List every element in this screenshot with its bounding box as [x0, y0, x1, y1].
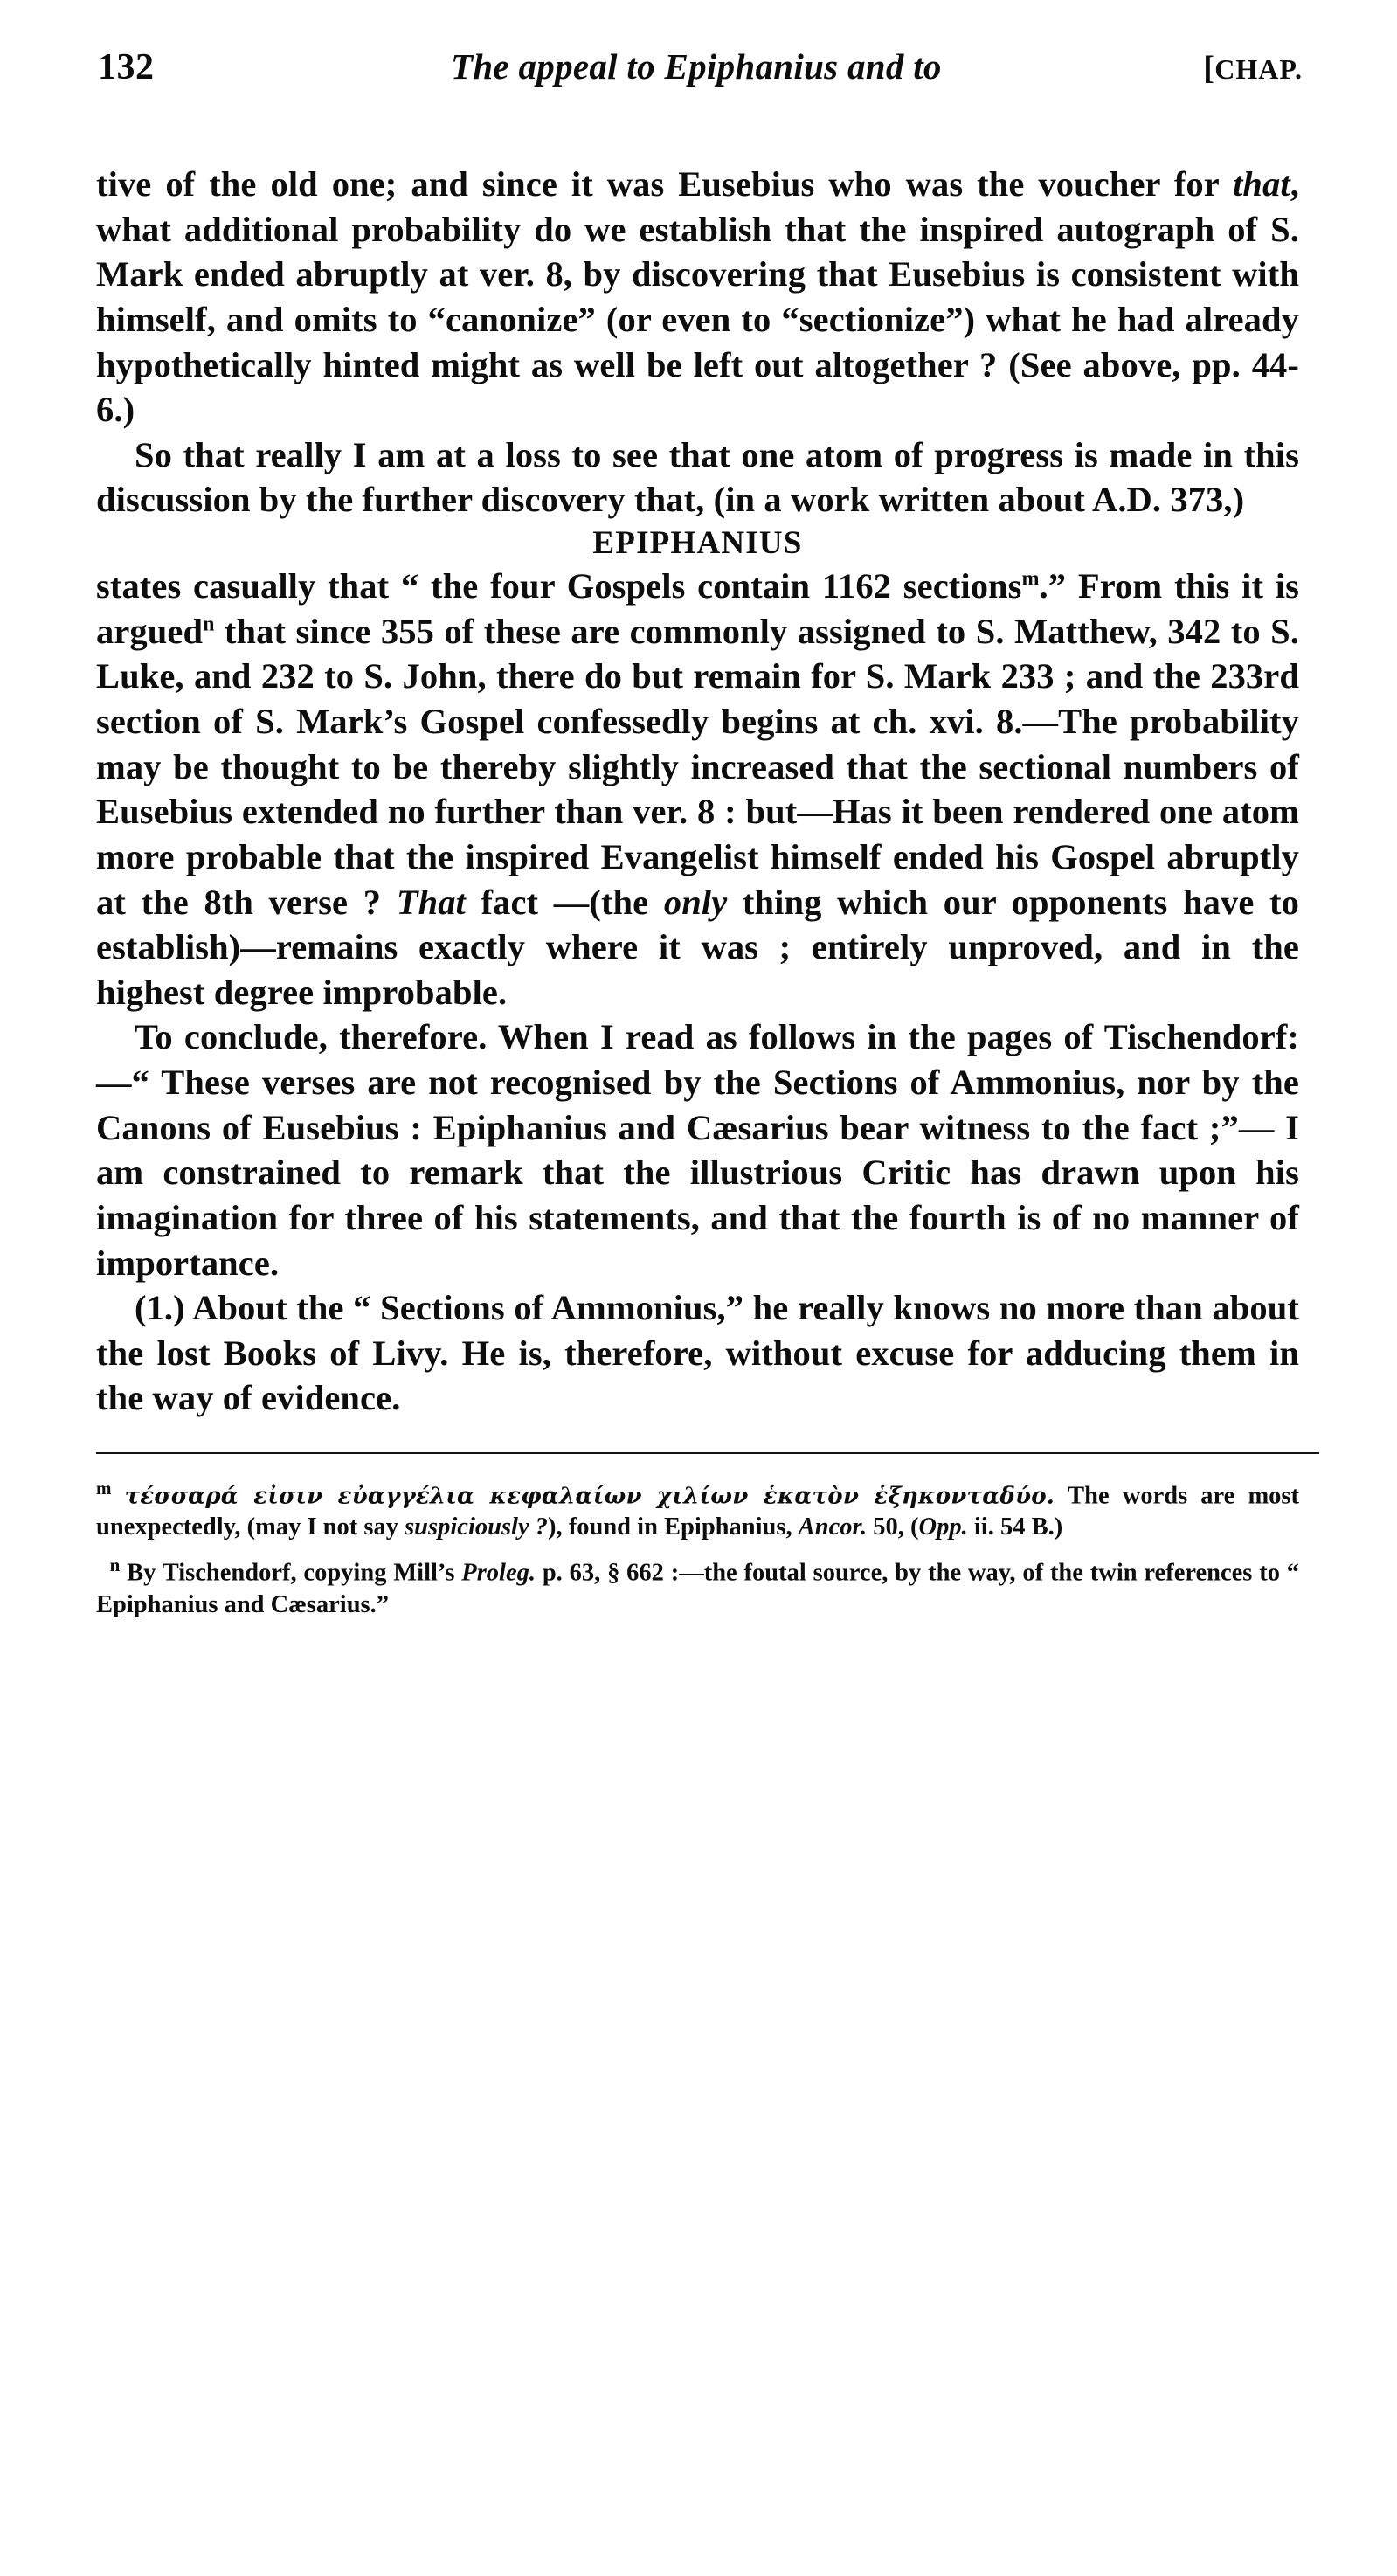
footnote-marker-n: n: [109, 1555, 121, 1576]
body-text: [96, 162, 1299, 1421]
footnote-n: [96, 1554, 1299, 1620]
p3-emphasis-only: only: [663, 882, 728, 922]
p1-part-a: tive of the old one; and since it was Eusebius who was the voucher for: [96, 164, 1234, 204]
footnote-m-italic-a: suspiciously ?: [405, 1513, 548, 1541]
footnote-m-text-a: The words are most unexpectedly, (may I not say: [96, 1482, 1300, 1541]
footnote-ref-m[interactable]: m: [1021, 567, 1040, 591]
page-number: 132: [98, 47, 155, 87]
footnote-greek-text: τέσσαρά εἰσιν εὐαγγέλια κεφαλαίων χιλίων ἑκατὸν ἑξηκονταδύο.: [124, 1483, 1055, 1510]
footnote-m: [96, 1477, 1299, 1543]
p3-part-c: that since 355 of these are commonly assigned to S. Matthew, 342 to S. Luke, and 232 to S. John, there do but remain for S. Mark 233 ; and the 233rd section of S. Mark’s Gospel confessedly begins at ch. xvi. 8.—The probability may be thought to be thereby slightly increased that the sectional numbers of Eusebius extended no further than ver. 8 : but—Has it been rendered one atom more probable that the inspired Evangelist himself ended his Gospel abruptly at the 8th verse ?: [96, 611, 1299, 922]
footnote-ref-n[interactable]: n: [203, 613, 215, 636]
paragraph-3: [96, 564, 1299, 1014]
footnotes: [96, 1477, 1299, 1621]
chapter-word: CHAP.: [1214, 53, 1303, 85]
p3-emphasis-that: That: [396, 882, 466, 922]
running-chapter-label: [1203, 49, 1303, 87]
footnote-n-text-b: p. 63, § 662 :—the foutal source, by the way, of the twin references to “ Epiphanius and Cæsarius.”: [96, 1559, 1300, 1618]
p3-part-e: thing which our opponents have to establish)—remains exactly where it was ; entirely unproved, and in the highest degree improbable.: [96, 882, 1299, 1012]
footnote-m-text-c: 50, (: [867, 1513, 919, 1541]
footnote-m-italic-ancor: Ancor.: [798, 1513, 868, 1541]
paragraph-5: (1.) About the “ Sections of Ammonius,” he really knows no more than about the lost Books of Livy. He is, therefore, without excuse for adducing them in the way of evidence.: [96, 1288, 1299, 1418]
footnote-n-text-a: By Tischendorf, copying Mill’s: [127, 1559, 462, 1587]
footnote-m-italic-opp: Opp.: [918, 1513, 968, 1541]
p3-part-a: states casually that “ the four Gospels contain 1162 sections: [96, 566, 1022, 606]
section-heading-epiphanius: EPIPHANIUS: [592, 525, 803, 561]
paragraph-2: So that really I am at a loss to see that one atom of progress is made in this discussion by the further discovery that, (in a work written about A.D. 373,): [96, 434, 1299, 520]
p1-part-b: , what additional probability do we establish that the inspired autograph of S. Mark ended abruptly at ver. 8, by discovering that Eusebius is consistent with himself, and omits to “canonize” (or even to “sectionize”) what he had already hypothetically hinted might as well be left out altogether ? (See above, pp. 44-6.): [96, 164, 1299, 430]
footnote-n-italic-proleg: Proleg.: [461, 1559, 536, 1587]
p1-emphasis-that: that: [1233, 164, 1290, 204]
running-title: The appeal to Epiphanius and to: [450, 46, 942, 87]
paragraph-4: To conclude, therefore. When I read as follows in the pages of Tischendorf:—“ These verses are not recognised by the Sections of Ammonius, nor by the Canons of Eusebius : Epiphanius and Cæsarius bear witness to the fact ;”— I am constrained to remark that the illustrious Critic has drawn upon his imagination for three of his statements, and that the fourth is of no manner of importance.: [96, 1017, 1299, 1283]
footnote-divider: [96, 1452, 1319, 1454]
running-head: [98, 45, 1303, 88]
p3-part-b: .” From this it is argued: [96, 566, 1299, 651]
footnote-m-text-d: ii. 54 B.): [967, 1513, 1063, 1541]
p3-part-d: fact —(the: [465, 882, 664, 922]
bracket: [: [1203, 50, 1215, 87]
footnote-m-text-b: ), found in Epiphanius,: [548, 1513, 799, 1541]
paragraph-1: [96, 162, 1299, 433]
footnote-marker-m: m: [96, 1478, 112, 1499]
